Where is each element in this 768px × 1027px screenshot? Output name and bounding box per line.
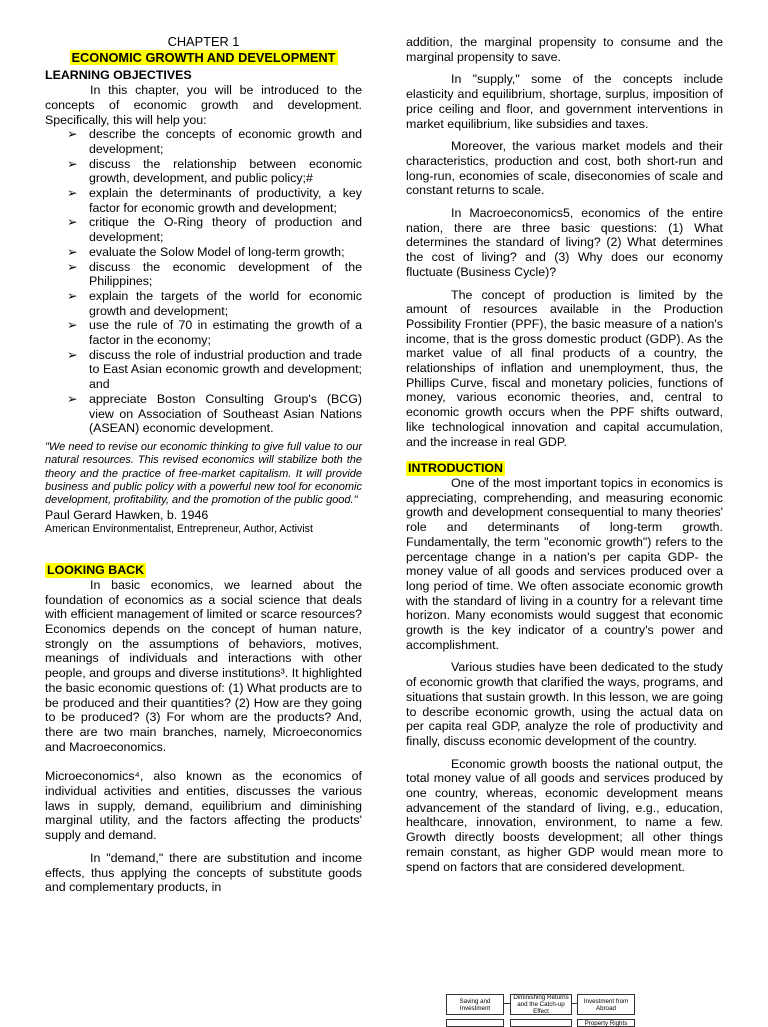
- continued-paragraph: addition, the marginal propensity to consume and the marginal propensity to save.: [406, 35, 723, 64]
- quote-author-description: American Environmentalist, Entrepreneur, Author, Activist: [45, 523, 313, 536]
- introduction-heading: INTRODUCTION: [408, 461, 503, 476]
- quote-author: Paul Gerard Hawken, b. 1946: [45, 508, 209, 523]
- supply-paragraph: In "supply," some of the concepts include elasticity and equilibrium, shortage, surplus, imposition of price ceiling and floor, and government interventions in market equilibrium, like subsidies and taxes.: [406, 72, 723, 131]
- introduction-paragraph-2: Various studies have been dedicated to the study of economic growth that clarified the ways, programs, and situations that sustain growth. In this lesson, we are going to describe economic growth, using the actual data on per capita real GDP, analyze the role of productivity and finally, discuss economic development of the country.: [406, 660, 723, 748]
- diagram-box-row2-a: [446, 1019, 504, 1027]
- epigraph-quote: "We need to revise our economic thinking to give full value to our natural resources. This revised economics will stabilize both the theory and the practice of free-market capitalism. It will provide business and public policy with a powerful new tool for economic development, profitability, and the promotion of the public good.": [45, 440, 362, 507]
- bullet-arrow-icon: ➢: [67, 288, 78, 303]
- objective-item: [67, 186, 362, 215]
- objective-text: discuss the role of industrial production and trade to East Asian economic growth and development; and: [89, 347, 362, 392]
- objective-item: [67, 157, 362, 186]
- objective-item: [67, 127, 362, 156]
- learning-objectives-intro: In this chapter, you will be introduced to the concepts of economic growth and development. Specifically, this will help you:: [45, 83, 362, 127]
- learning-objectives-heading: LEARNING OBJECTIVES: [45, 68, 192, 83]
- diagram-box-investment-abroad: Investment from Abroad: [577, 994, 635, 1015]
- bullet-arrow-icon: ➢: [67, 127, 78, 142]
- objective-item: [67, 215, 362, 244]
- diagram-box-property-rights: Property Rights: [577, 1019, 635, 1027]
- objective-text: evaluate the Solow Model of long-term growth;: [89, 244, 345, 259]
- right-column: [406, 35, 723, 874]
- objective-text: discuss the economic development of the Philippines;: [89, 259, 362, 289]
- bullet-arrow-icon: ➢: [67, 318, 78, 333]
- introduction-paragraph-3: Economic growth boosts the national output, the total money value of all goods and services produced by one country, whereas, economic development means advancement of the standard of living, e.g., education, healthcare, innovation, environment, to name a few. Growth directly boosts development; all other things remain constant, as higher GDP would mean more to spend on factors that are considered development.: [406, 756, 723, 874]
- diagram-box-diminishing-returns: Diminishing Returns and the Catch-up Effect: [510, 994, 572, 1015]
- bullet-arrow-icon: ➢: [67, 215, 78, 230]
- growth-factors-diagram: [446, 994, 726, 1027]
- macroeconomics-paragraph: In Macroeconomics5, economics of the entire nation, there are three basic questions: (1) What determines the standard of living? (2) What determines the cost of living? and (3) Why does our economy fluctuate (Business Cycle)?: [406, 206, 723, 279]
- introduction-paragraph-1: One of the most important topics in economics is appreciating, comprehending, and measuring economic growth and development consequential to many theories' role and determinants of long-term growth. Fundamentally, the term "economic growth") refers to the percentage change in a nation's per capita GDP- the money value of all goods and services produced over a long period of time. We often associate economic growth with the standard of living in a country for a relevant time horizon. Many economists would suggest that economic growth is the key indicator of a country's power and accomplishment.: [406, 475, 723, 652]
- bullet-arrow-icon: ➢: [67, 347, 78, 362]
- bullet-arrow-icon: ➢: [67, 259, 78, 274]
- diagram-box-saving: Saving and Investment: [446, 994, 504, 1015]
- diagram-box-row2-b: [510, 1019, 572, 1027]
- bullet-arrow-icon: ➢: [67, 391, 78, 406]
- objective-text: discuss the relationship between economic growth, development, and public policy;#: [89, 156, 362, 186]
- bullet-arrow-icon: ➢: [67, 156, 78, 171]
- objective-text: appreciate Boston Consulting Group's (BCG) view on Association of Southeast Asian Nations (ASEAN) economic development.: [89, 391, 362, 436]
- ppf-paragraph: The concept of production is limited by the amount of resources available in the Production Possibility Frontier (PPF), the basic measure of a nation's income, that is the gross domestic product (GDP). As the market value of all final products of a country, the relationships of inflation and unemployment, thus, the Phillips Curve, fiscal and monetary policies, functions of money, various economic theories, and, central to economic growth occurs when the PPF shifts outward, like technological innovation and capital accumulation, and the increase in real GDP.: [406, 287, 723, 449]
- objective-item: [67, 289, 362, 318]
- looking-back-paragraph-3: In "demand," there are substitution and income effects, thus applying the concepts of substitute goods and complementary products, in: [45, 850, 362, 895]
- looking-back-heading: LOOKING BACK: [47, 563, 145, 578]
- objective-text: use the rule of 70 in estimating the growth of a factor in the economy;: [89, 318, 362, 348]
- objective-item: [67, 392, 362, 436]
- bullet-arrow-icon: ➢: [67, 186, 78, 201]
- left-column: [45, 35, 362, 895]
- looking-back-paragraph-2: Microeconomics⁴, also known as the economics of individual activities and entities, discusses the various laws in supply, demand, equilibrium and diminishing marginal utility, and the factors affecting the products' supply and demand.: [45, 769, 362, 843]
- market-models-paragraph: Moreover, the various market models and their characteristics, production and cost, both short-run and long-run, economies of scale, diseconomies of scale and constant returns to scale.: [406, 139, 723, 198]
- chapter-number: CHAPTER 1: [167, 34, 240, 49]
- looking-back-paragraph-1: In basic economics, we learned about the foundation of economics as a social science that deals with efficient management of limited or scarce resources? Economics depends on the concept of human nature, strongly on the assumptions of behaviors, motives, meanings of individuals and interactions with other people, and groups and diverse institutions³. It highlighted the basic economic questions of: (1) What products are to be produced and their quantities? (2) How are they going to be produced? (3) For whom are the products? And, there are two main branches, namely, Microeconomics and Macroeconomics.: [45, 577, 362, 754]
- objective-text: describe the concepts of economic growth and development;: [89, 127, 362, 156]
- learning-objectives-list: [45, 127, 362, 436]
- objective-text: critique the O-Ring theory of production and development;: [89, 215, 362, 245]
- objective-item: [67, 318, 362, 347]
- bullet-arrow-icon: ➢: [67, 244, 78, 259]
- objective-text: explain the determinants of productivity, a key factor for economic growth and development;: [89, 186, 362, 215]
- objective-item: [67, 260, 362, 289]
- chapter-title: ECONOMIC GROWTH AND DEVELOPMENT: [71, 49, 336, 65]
- objective-text: explain the targets of the world for economic growth and development;: [89, 288, 362, 318]
- objective-item: [67, 245, 362, 260]
- objective-item: [67, 348, 362, 392]
